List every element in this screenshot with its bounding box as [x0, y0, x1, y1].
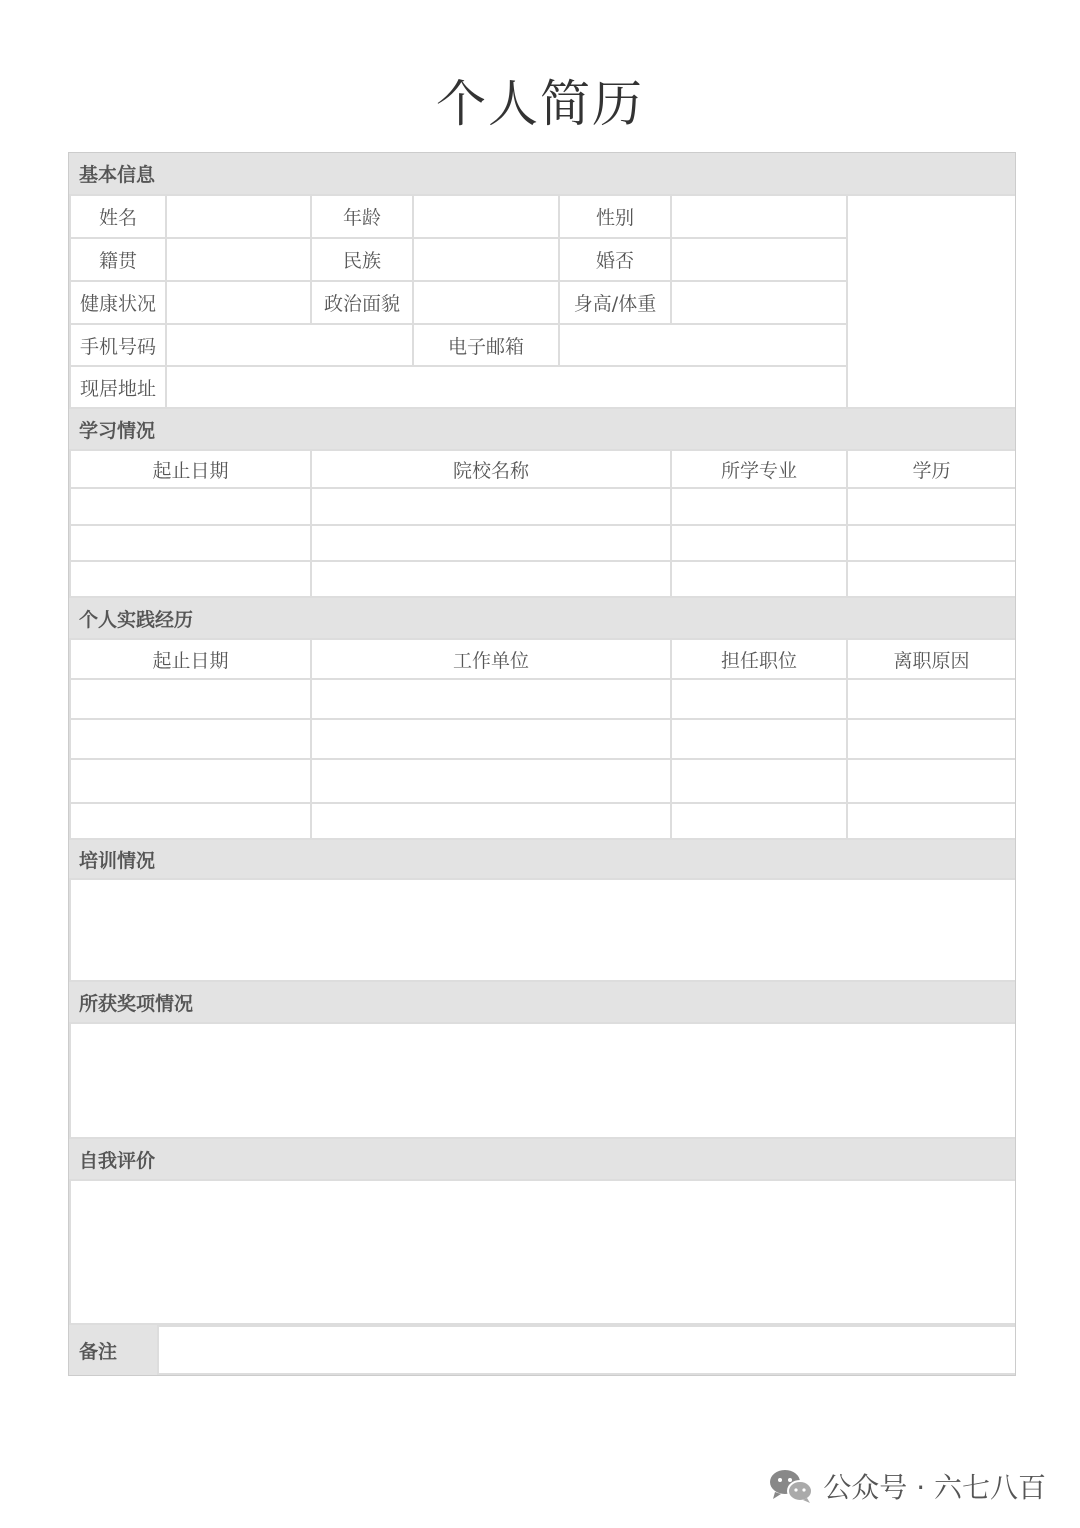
- edu-cell[interactable]: [312, 562, 670, 596]
- practice-cell[interactable]: [672, 680, 846, 718]
- notes-field[interactable]: [159, 1327, 1015, 1373]
- label-age: 年龄: [312, 196, 412, 237]
- footer-watermark: [769, 1466, 1046, 1506]
- height-weight-field[interactable]: [672, 282, 846, 323]
- resume-form: [68, 152, 1016, 1376]
- edu-cell[interactable]: [312, 526, 670, 560]
- label-height-weight: 身高/体重: [560, 282, 670, 323]
- photo-area[interactable]: [848, 196, 1015, 407]
- edu-header-school: 院校名称: [312, 451, 670, 487]
- edu-cell[interactable]: [848, 562, 1015, 596]
- edu-header-major: 所学专业: [672, 451, 846, 487]
- practice-cell[interactable]: [71, 760, 310, 802]
- name-field[interactable]: [167, 196, 310, 237]
- section-awards: 所获奖项情况: [69, 982, 1015, 1022]
- phone-field[interactable]: [167, 325, 412, 365]
- label-political: 政治面貌: [312, 282, 412, 323]
- practice-header-position: 担任职位: [672, 640, 846, 678]
- edu-cell[interactable]: [672, 489, 846, 524]
- self-evaluation-field[interactable]: [71, 1181, 1015, 1323]
- wechat-icon: [769, 1468, 813, 1504]
- section-self-evaluation: 自我评价: [69, 1139, 1015, 1179]
- gender-field[interactable]: [672, 196, 846, 237]
- label-marital: 婚否: [560, 239, 670, 280]
- practice-cell[interactable]: [848, 760, 1015, 802]
- marital-field[interactable]: [672, 239, 846, 280]
- practice-cell[interactable]: [672, 804, 846, 838]
- practice-header-company: 工作单位: [312, 640, 670, 678]
- label-ethnicity: 民族: [312, 239, 412, 280]
- health-field[interactable]: [167, 282, 310, 323]
- origin-field[interactable]: [167, 239, 310, 280]
- edu-header-degree: 学历: [848, 451, 1015, 487]
- political-field[interactable]: [414, 282, 558, 323]
- label-address: 现居地址: [71, 367, 165, 407]
- practice-cell[interactable]: [312, 680, 670, 718]
- practice-cell[interactable]: [71, 680, 310, 718]
- awards-field[interactable]: [71, 1024, 1015, 1137]
- age-field[interactable]: [414, 196, 558, 237]
- edu-cell[interactable]: [848, 489, 1015, 524]
- practice-cell[interactable]: [672, 720, 846, 758]
- email-field[interactable]: [560, 325, 846, 365]
- edu-cell[interactable]: [848, 526, 1015, 560]
- edu-cell[interactable]: [71, 562, 310, 596]
- edu-header-dates: 起止日期: [71, 451, 310, 487]
- section-education: 学习情况: [69, 409, 1015, 449]
- practice-header-dates: 起止日期: [71, 640, 310, 678]
- notes-label: 备注: [69, 1325, 157, 1375]
- ethnicity-field[interactable]: [414, 239, 558, 280]
- practice-cell[interactable]: [312, 804, 670, 838]
- label-origin: 籍贯: [71, 239, 165, 280]
- practice-cell[interactable]: [71, 720, 310, 758]
- label-phone: 手机号码: [71, 325, 165, 365]
- label-name: 姓名: [71, 196, 165, 237]
- practice-cell[interactable]: [71, 804, 310, 838]
- label-email: 电子邮箱: [414, 325, 558, 365]
- training-field[interactable]: [71, 880, 1015, 980]
- label-health: 健康状况: [71, 282, 165, 323]
- label-gender: 性别: [560, 196, 670, 237]
- practice-cell[interactable]: [672, 760, 846, 802]
- practice-cell[interactable]: [312, 720, 670, 758]
- practice-cell[interactable]: [848, 720, 1015, 758]
- edu-cell[interactable]: [71, 489, 310, 524]
- edu-cell[interactable]: [71, 526, 310, 560]
- section-basic-info: 基本信息: [69, 153, 1015, 194]
- edu-cell[interactable]: [312, 489, 670, 524]
- page-title: 个人简历: [436, 75, 644, 133]
- edu-cell[interactable]: [672, 526, 846, 560]
- address-field[interactable]: [167, 367, 846, 407]
- practice-cell[interactable]: [848, 804, 1015, 838]
- footer-text: 公众号 · 六七八百: [823, 1471, 1046, 1504]
- practice-cell[interactable]: [312, 760, 670, 802]
- edu-cell[interactable]: [672, 562, 846, 596]
- practice-cell[interactable]: [848, 680, 1015, 718]
- section-training: 培训情况: [69, 840, 1015, 878]
- section-practice: 个人实践经历: [69, 598, 1015, 638]
- practice-header-reason: 离职原因: [848, 640, 1015, 678]
